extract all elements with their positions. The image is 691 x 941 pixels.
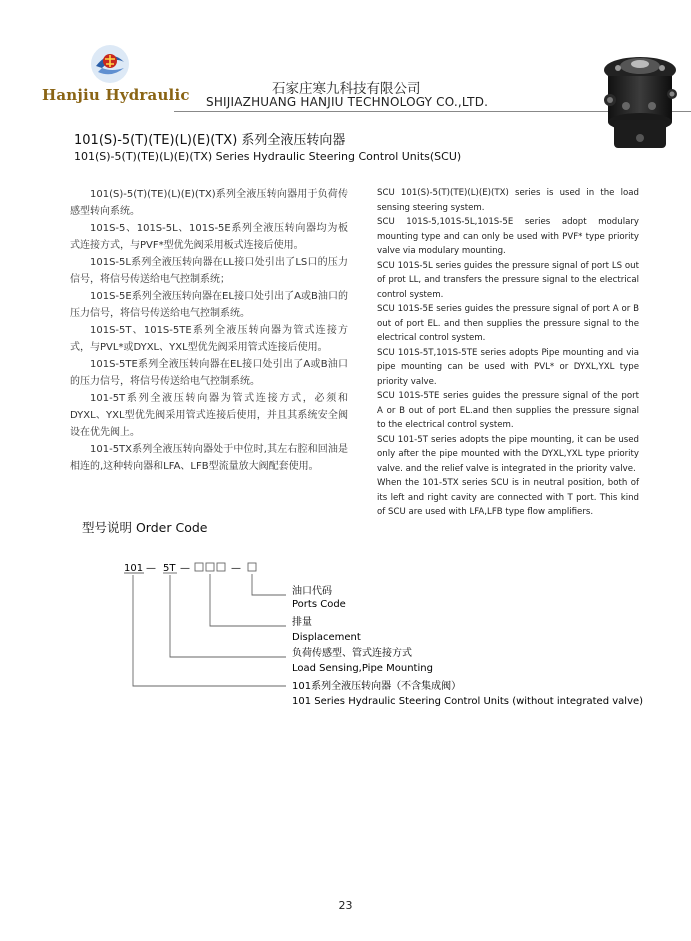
paragraph-en: SCU 101S-5,101S-5L,101S-5E series adopt modulary mounting type and can only be used with PVF* type priority valve via modulary mounting.	[377, 217, 639, 256]
paragraph-cn: 101S-5、101S-5L、101S-5E系列全液压转向器均为板式连接方式，与PVF*型优先阀采用板式连接后使用。	[70, 223, 348, 251]
paragraph-cn: 101(S)-5(T)(TE)(L)(E)(TX)系列全液压转向器用于负荷传感型转向系统。	[70, 189, 348, 217]
label-displacement-cn: 排量	[292, 617, 312, 628]
paragraph-en: SCU 101S-5E series guides the pressure signal of port A or B out of port EL. and then supplies the pressure signal to the electrical control system.	[377, 304, 639, 343]
label-displacement-en: Displacement	[292, 632, 361, 643]
label-series-cn: 101系列全液压转向器（不含集成阀）	[292, 681, 462, 692]
brand-name: Hanjiu Hydraulic	[42, 86, 190, 104]
code-dash: —	[146, 563, 156, 574]
paragraph-cn: 101-5TX系列全液压转向器处于中位时,其左右腔和回油是相连的,这种转向器和LFA、LFB型流量放大阀配套使用。	[70, 444, 348, 472]
paragraph-en: SCU 101S-5T,101S-5TE series adopts Pipe mounting and via pipe mounting can be used with PVL* or DYXL,YXL type priority valve.	[377, 347, 639, 387]
paragraph-cn: 101S-5T、101S-5TE系列全液压转向器为管式连接方式，与PVL*或DYXL、YXL型优先阀采用管式连接后使用。	[70, 325, 348, 353]
paragraph-cn: 101S-5L系列全液压转向器在LL接口处引出了LS口的压力信号，将信号传送给电气控制系统；	[70, 257, 348, 285]
code-5t: 5T	[163, 563, 176, 574]
paragraph-en: SCU 101-5T series adopts the pipe mounting, it can be used only after the pipe mounted with the DYXL,YXL type priority valve. and the relief valve is integrated in the priority valve.	[377, 434, 639, 474]
page-number: 23	[338, 899, 353, 912]
order-code-title: 型号说明 Order Code	[82, 520, 208, 535]
paragraph-en: When the 101-5TX series SCU is in neutral position, both of its left and right cavity are connected with T port. This kind of SCU are used with LFA,LFB type flow amplifiers.	[377, 478, 639, 517]
code-101: 101	[124, 563, 144, 574]
company-name-en: SHIJIAZHUANG HANJIU TECHNOLOGY CO.,LTD.	[206, 95, 489, 109]
paragraph-en: SCU 101S-5TE series guides the pressure signal of the port A or B out of port EL.and then supplies the pressure signal to the electrical control system.	[377, 391, 639, 430]
paragraph-en: SCU 101S-5L series guides the pressure signal of port LS out of prot LL, and transfers the pressure signal to the electrical control system.	[377, 260, 639, 300]
code-dash: —	[180, 563, 190, 574]
label-ports-en: Ports Code	[292, 599, 346, 610]
hanjiu-logo-icon	[88, 42, 132, 86]
label-ls-cn: 负荷传感型、管式连接方式	[292, 648, 412, 659]
paragraph-cn: 101S-5TE系列全液压转向器在EL接口处引出了A或B油口的压力信号，将信号传送给电气控制系统。	[70, 359, 348, 387]
description-en	[377, 186, 639, 520]
paragraph-cn: 101S-5E系列全液压转向器在EL接口处引出了A或B油口的压力信号，将信号传送给电气控制系统。	[70, 291, 348, 319]
paragraph-cn: 101-5T系列全液压转向器为管式连接方式，必须和DYXL、YXL型优先阀采用管式连接后使用，并且其系统安全阀设在优先阀上。	[70, 393, 348, 438]
steering-unit-image	[588, 48, 688, 156]
label-ports-cn: 油口代码	[292, 586, 332, 597]
description-cn	[70, 186, 348, 475]
label-series-en: 101 Series Hydraulic Steering Control Units (without integrated valve)	[292, 696, 644, 707]
company-name-cn: 石家庄寒九科技有限公司	[272, 81, 421, 97]
label-ls-en: Load Sensing,Pipe Mounting	[292, 663, 433, 674]
page-title-cn: 101(S)-5(T)(TE)(L)(E)(TX) 系列全液压转向器	[74, 133, 346, 148]
paragraph-en: SCU 101(S)-5(T)(TE)(L)(E)(TX) series is used in the load sensing steering system.	[377, 188, 639, 213]
code-dash: —	[231, 563, 241, 574]
page-title-en: 101(S)-5(T)(TE)(L)(E)(TX) Series Hydraulic Steering Control Units(SCU)	[74, 150, 462, 163]
